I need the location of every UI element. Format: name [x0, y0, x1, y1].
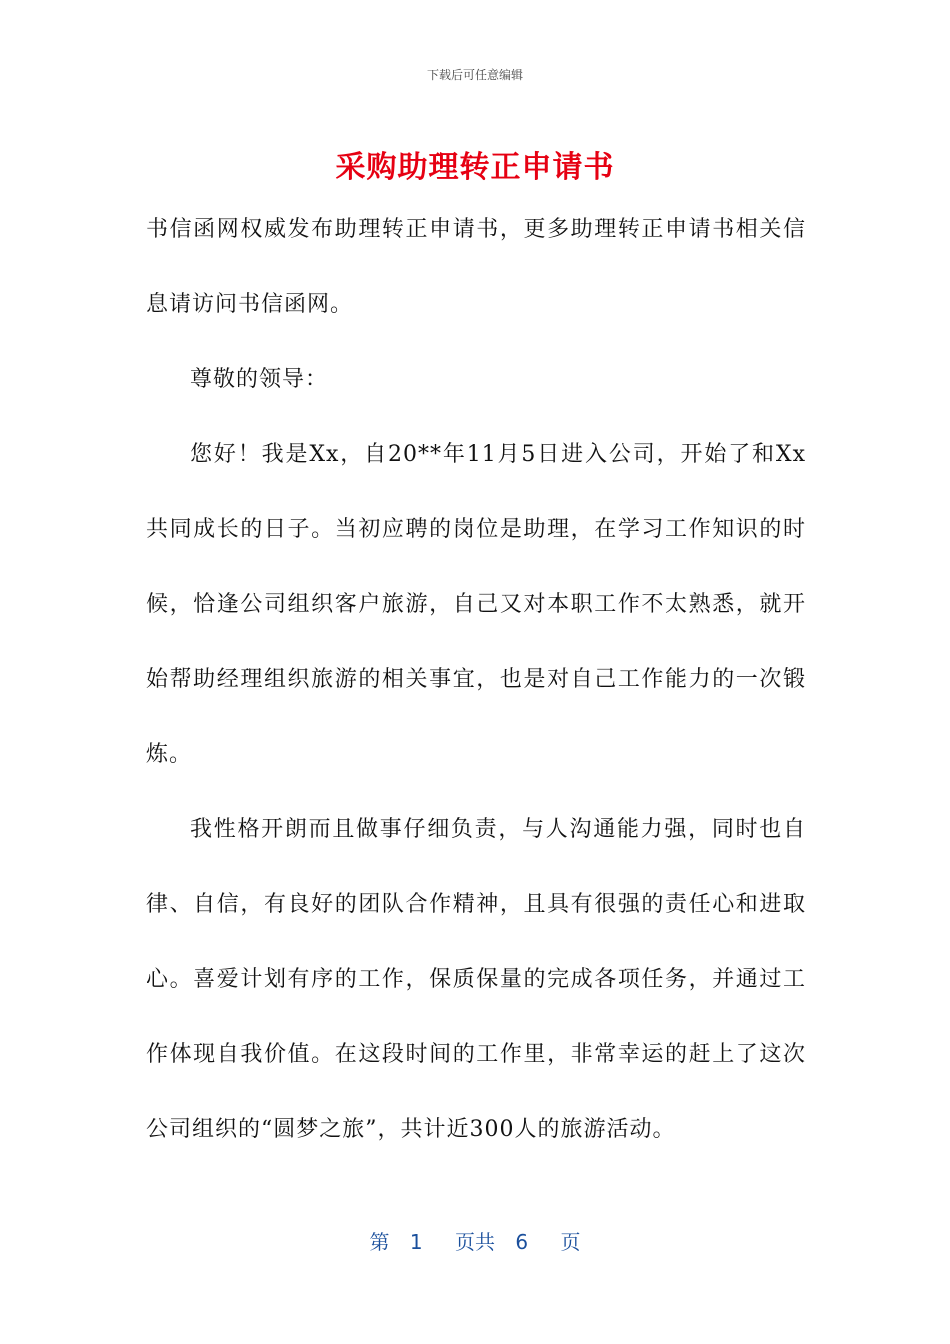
salutation: 尊敬的领导： [190, 367, 329, 392]
total-pages-number: 6 [515, 1230, 529, 1254]
body-paragraph: 我性格开朗而且做事仔细负责，与人沟通能力强，同时也自律、自信，有良好的团队合作精神，且具有很强的责任心和进取心。喜爱计划有序的工作，保质保量的完成各项任务，并通过工作体现自我价值。在这段时间的工作里，非常幸运的赶上了这次公司组织的“圆梦之旅”，共计近300人的旅游活动。 [146, 817, 806, 1142]
footer-suffix: 页 [560, 1230, 581, 1254]
document-title: 采购助理转正申请书 [335, 150, 615, 185]
footer-prefix: 第 [369, 1230, 390, 1254]
page-footer [0, 1226, 950, 1255]
intro-paragraph: 书信函网权威发布助理转正申请书，更多助理转正申请书相关信息请访问书信函网。 [146, 217, 806, 317]
body-paragraph: 您好！我是Xx，自20**年11月5日进入公司，开始了和Xx共同成长的日子。当初应聘的岗位是助理，在学习工作知识的时候，恰逢公司组织客户旅游，自己又对本职工作不太熟悉，就开始帮助经理组织旅游的相关事宜，也是对自己工作能力的一次锻炼。 [146, 442, 806, 767]
document-body [146, 192, 806, 1167]
footer-middle: 页共 [455, 1230, 495, 1254]
header-note: 下载后可任意编辑 [426, 68, 523, 82]
current-page-number: 1 [409, 1230, 423, 1254]
